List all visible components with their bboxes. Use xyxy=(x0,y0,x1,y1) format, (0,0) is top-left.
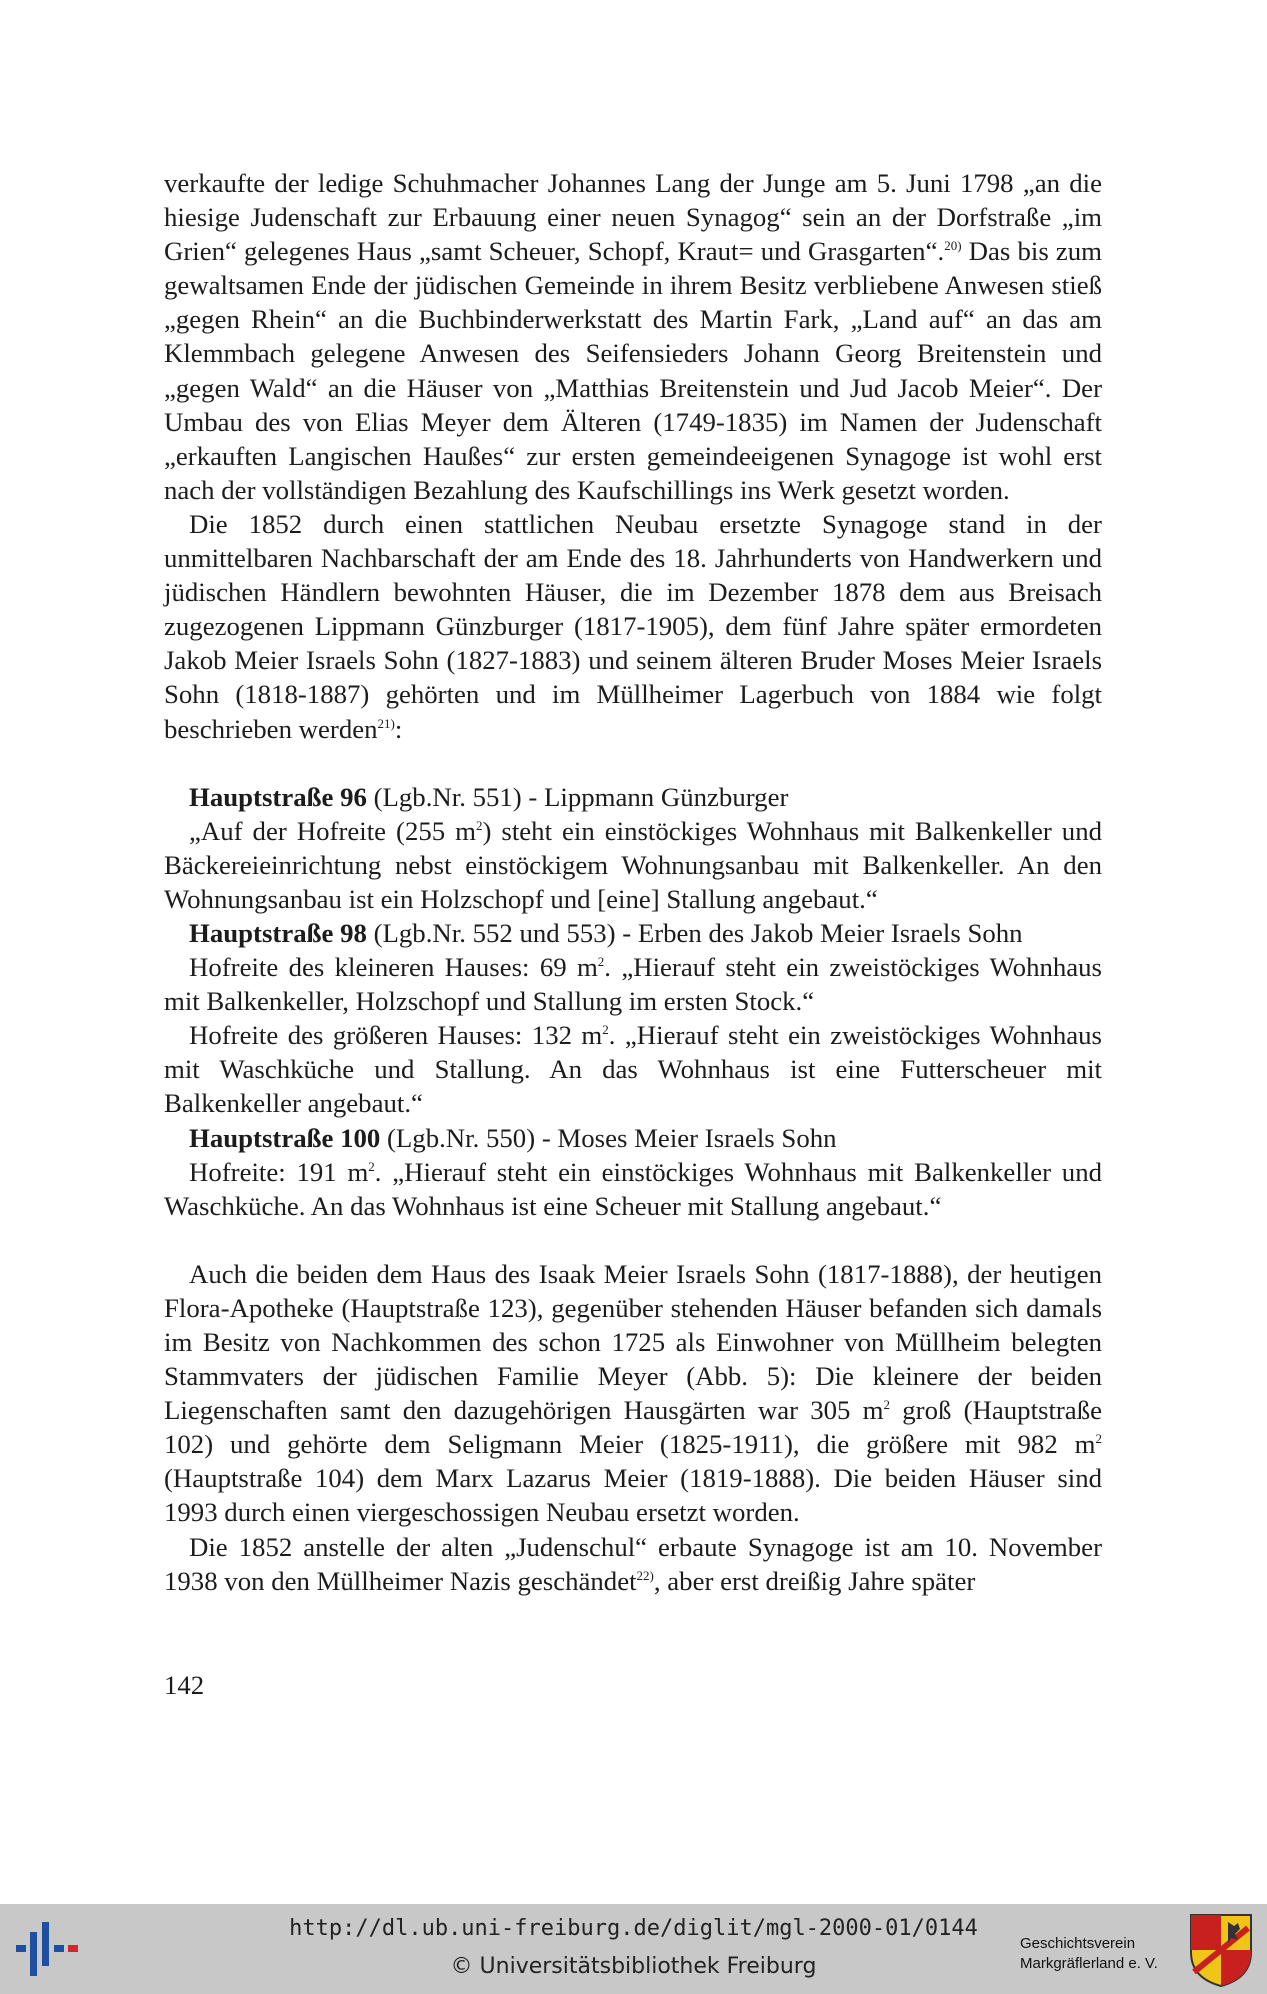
footnote-ref: 21) xyxy=(377,715,395,731)
entry-heading: Hauptstraße 96 (Lgb.Nr. 551) - Lippmann Günzburger xyxy=(189,781,789,812)
entry-heading: Hauptstraße 98 (Lgb.Nr. 552 und 553) - Erben des Jakob Meier Israels Sohn xyxy=(189,917,1023,948)
paragraph: Die 1852 anstelle der alten „Judenschul“ erbaute Synagoge ist am 10. November 1938 von den Müllheimer Nazis geschändet$^{22)}$, aber erst dreißig Jahre später xyxy=(164,1531,1102,1596)
page-number: 142 xyxy=(164,1670,205,1700)
society-line-2: Markgräflerland e. V. xyxy=(1020,1955,1158,1972)
permalink-url[interactable]: http://dl.ub.uni-freiburg.de/diglit/mgl-2000-01/0144 xyxy=(289,1916,978,1941)
society-name xyxy=(1020,1934,1180,1974)
footnote-ref: 22) xyxy=(636,1567,654,1583)
coat-of-arms-icon xyxy=(1188,1912,1254,1988)
body-text xyxy=(164,166,1102,1598)
footnote-ref: 20) xyxy=(944,238,962,254)
entry-description: Hofreite des größeren Hauses: 132 $m^2$. „Hierauf steht ein zweistöckiges Wohnhaus mit Waschküche und Stallung. An das Wohnhaus ist eine Futterscheuer mit Balkenkeller angebaut.“ xyxy=(164,1020,1102,1119)
paragraph: verkaufte der ledige Schuhmacher Johannes Lang der Junge am 5. Juni 1798 „an die hiesige Judenschaft zur Erbauung einer neuen Synagog“ sein an der Dorfstraße „im Grien“ gelegenes Haus „samt Scheuer, Schopf, Kraut= und Grasgarten“.$^{20)}$ Das bis zum gewaltsamen Ende der jüdischen Gemeinde in ihrem Besitz verbliebene Anwesen stieß „gegen Rhein“ an die Buchbinderwerkstatt des Martin Fark, „Land auf“ an das am Klemmbach gelegene Anwesen des Seifensieders Johann Georg Breitenstein und „gegen Wald“ an die Häuser von „Matthias Breitenstein und Jud Jacob Meier“. Der Umbau des von Elias Meyer dem Älteren (1749-1835) im Namen der Judenschaft „erkauften Langischen Haußes“ zur ersten gemeindeeigenen Synagoge ist wohl erst nach der vollständigen Bezahlung des Kaufschillings ins Werk gesetzt worden. xyxy=(164,168,1103,505)
entry-description: „Auf der Hofreite (255 $m^2$) steht ein einstöckiges Wohnhaus mit Balkenkeller und Bäckereieinrichtung nebst einstöckigem Wohnungsanbau mit Balkenkeller. An den Wohnungsanbau ist ein Holzschopf und [eine] Stallung angebaut.“ xyxy=(164,815,1102,914)
entry-description: Hofreite des kleineren Hauses: 69 $m^2$. „Hierauf steht ein zweistöckiges Wohnhaus mit Balkenkeller, Holzschopf und Stallung im ersten Stock.“ xyxy=(164,952,1102,1017)
paragraph: Die 1852 durch einen stattlichen Neubau ersetzte Synagoge stand in der unmittelbaren Nachbarschaft der am Ende des 18. Jahrhunderts von Handwerkern und jüdischen Händlern bewohnten Häuser, die im Dezember 1878 dem aus Breisach zugezogenen Lippmann Günzburger (1817-1905), dem fünf Jahre später ermordeten Jakob Meier Israels Sohn (1827-1883) und seinem älteren Bruder Moses Meier Israels Sohn (1818-1887) gehörten und im Müllheimer Lagerbuch von 1884 wie folgt beschrieben werden$^{21)}$: xyxy=(164,508,1102,744)
paragraph: Auch die beiden dem Haus des Isaak Meier Israels Sohn (1817-1888), der heutigen Flora-Apotheke (Hauptstraße 123), gegenüber stehenden Häuser befanden sich damals im Besitz von Nachkommen des schon 1725 als Einwohner von Müllheim belegten Stammvaters der jüdischen Familie Meyer (Abb. 5): Die kleinere der beiden Liegenschaften samt den dazugehörigen Hausgärten war 305 $m^2$ groß (Hauptstraße 102) und gehörte dem Seligmann Meier (1825-1911), die größere mit 982 $m^2$ (Hauptstraße 104) dem Marx Lazarus Meier (1819-1888). Die beiden Häuser sind 1993 durch einen viergeschossigen Neubau ersetzt worden. xyxy=(164,1258,1102,1528)
society-line-1: Geschichtsverein xyxy=(1020,1935,1136,1952)
entry-description: Hofreite: 191 $m^2$. „Hierauf steht ein einstöckiges Wohnhaus mit Balkenkeller und Waschküche. An das Wohnhaus ist eine Scheuer mit Stallung angebaut.“ xyxy=(164,1156,1102,1221)
footer-bar xyxy=(0,1904,1267,1994)
copyright-text: © Universitätsbibliothek Freiburg xyxy=(450,1954,817,1979)
entry-heading: Hauptstraße 100 (Lgb.Nr. 550) - Moses Meier Israels Sohn xyxy=(189,1122,837,1153)
